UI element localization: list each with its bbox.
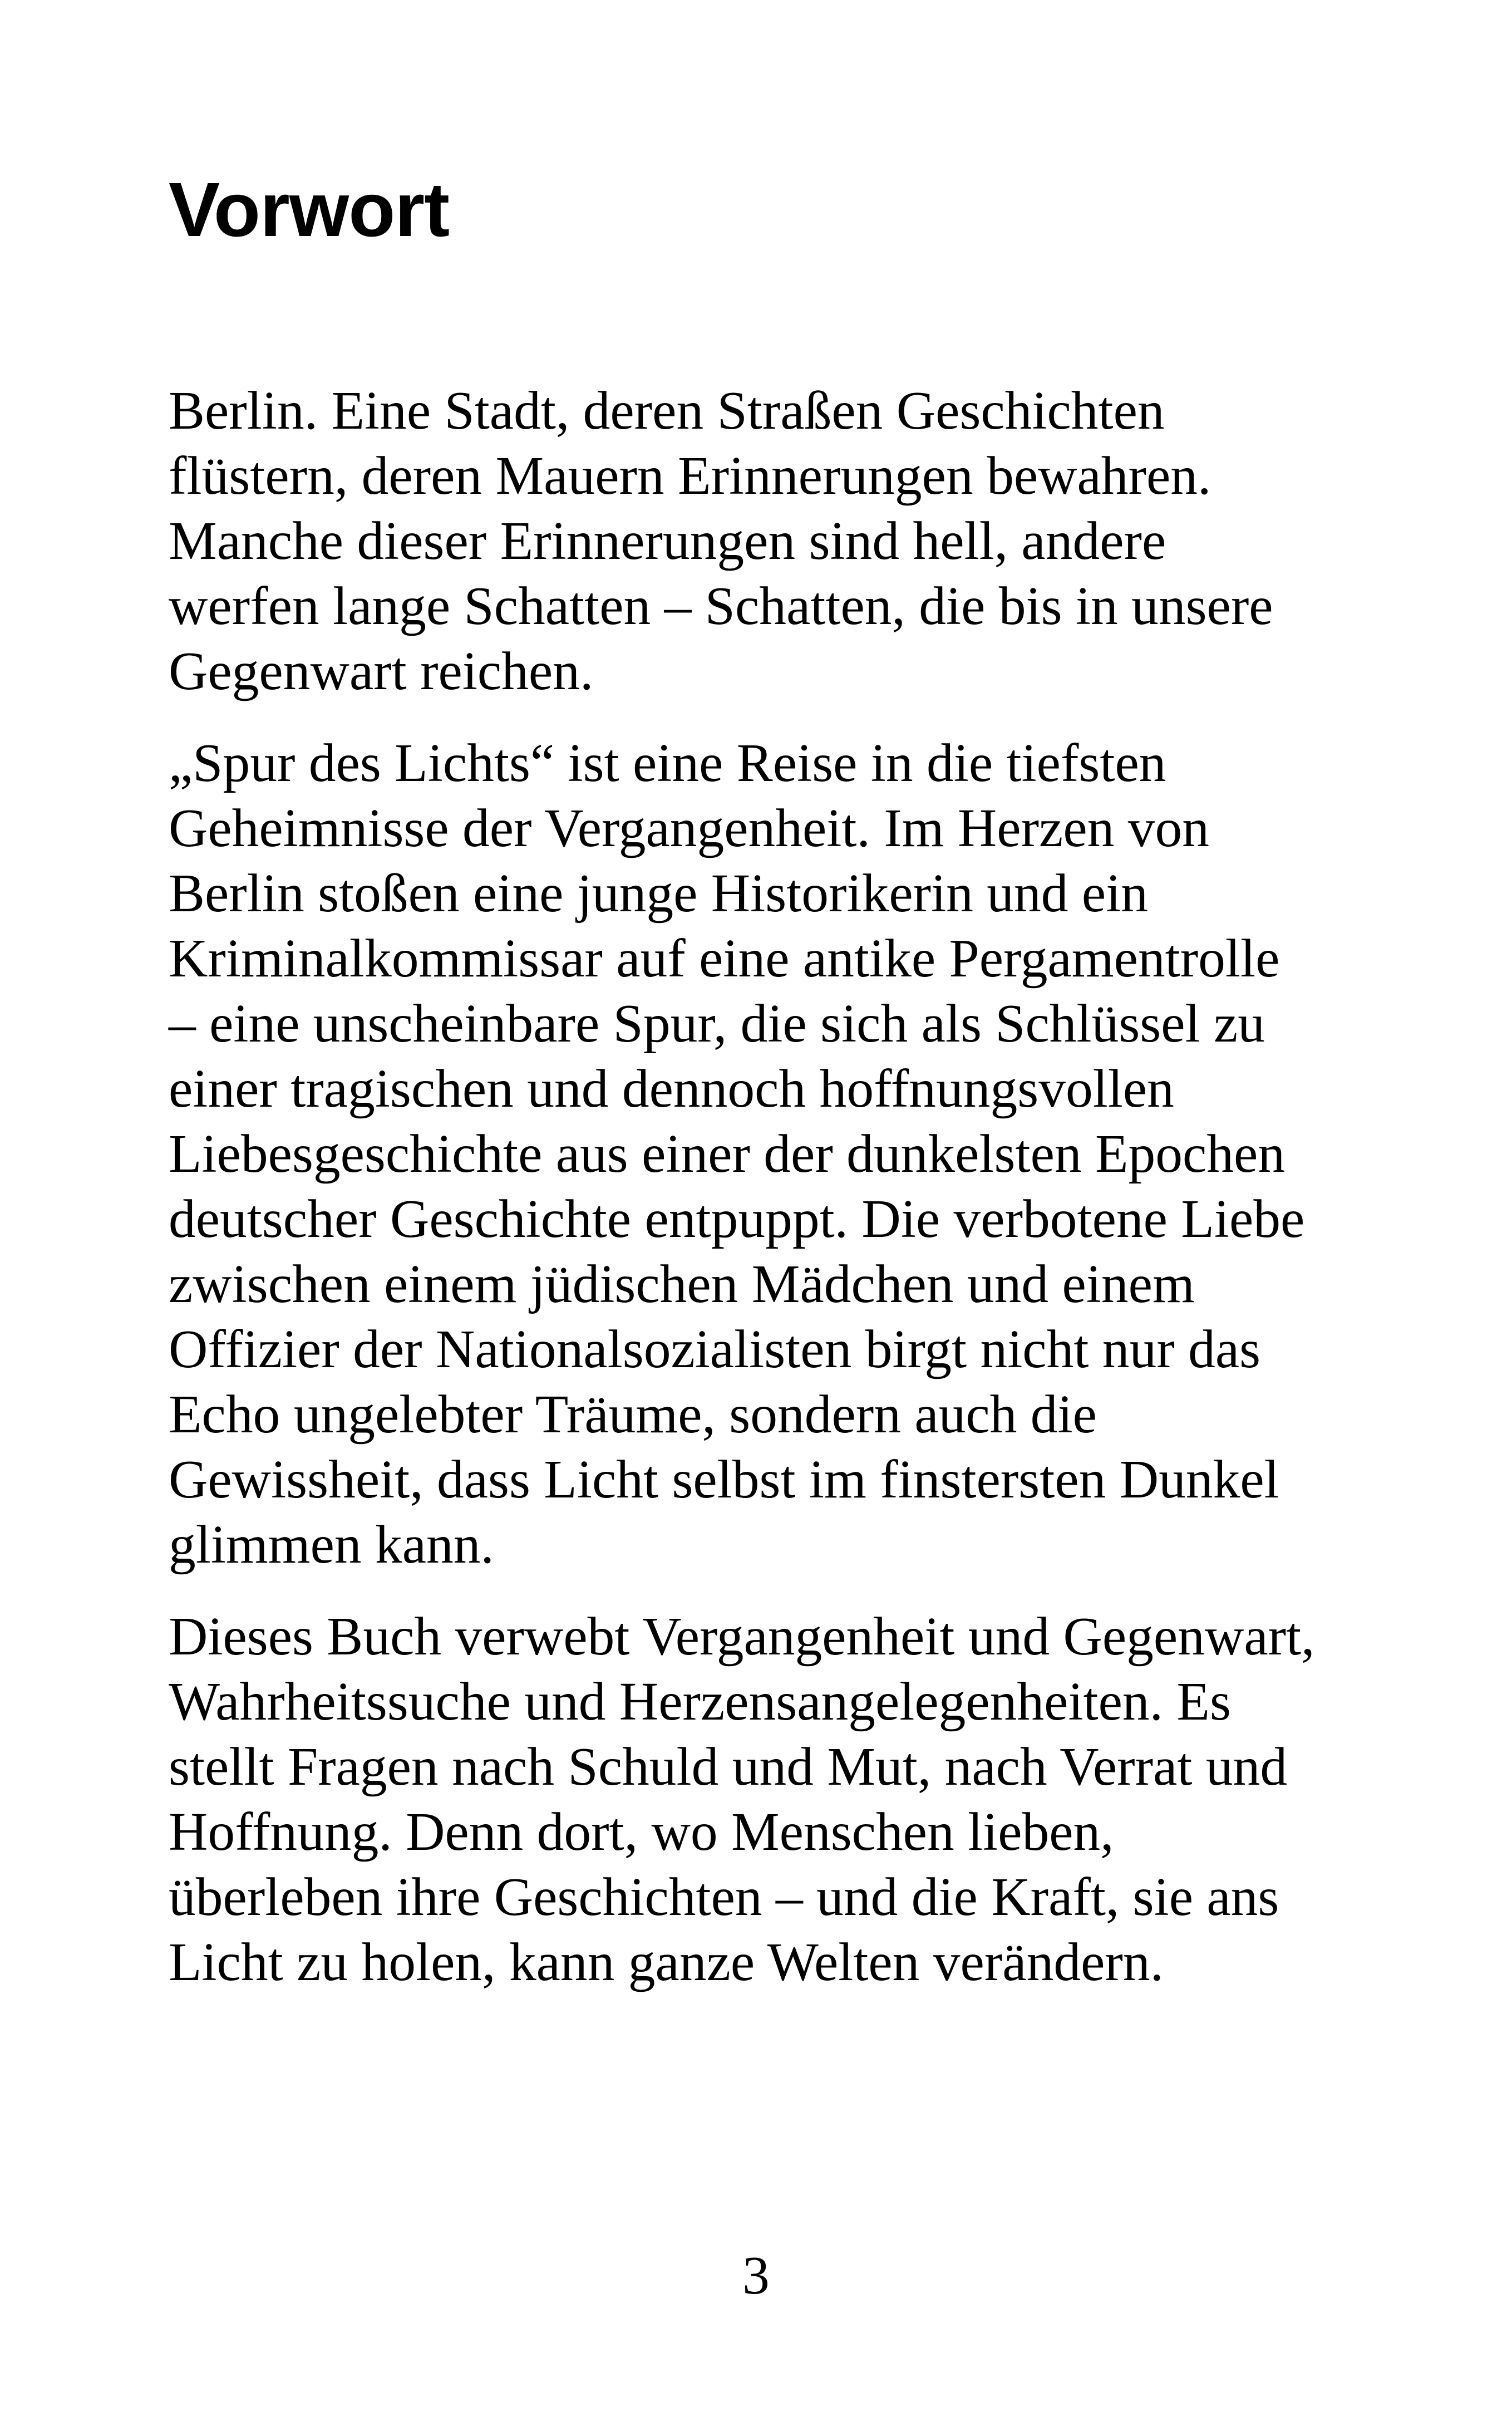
text-line: Dieses Buch verwebt Vergangenheit und Gegenwart,: [169, 1607, 1315, 1667]
text-line: Manche dieser Erinnerungen sind hell, andere: [169, 511, 1166, 571]
text-line: glimmen kann.: [169, 1515, 494, 1575]
text-line: Wahrheitssuche und Herzensangelegenheiten. Es: [169, 1672, 1231, 1732]
text-line: – eine unscheinbare Spur, die sich als Schlüssel zu: [169, 994, 1265, 1054]
text-line: Offizier der Nationalsozialisten birgt nicht nur das: [169, 1319, 1261, 1379]
text-line: werfen lange Schatten – Schatten, die bis in unsere: [169, 576, 1273, 636]
text-line: Kriminalkommissar auf eine antike Pergamentrolle: [169, 929, 1280, 989]
text-line: stellt Fragen nach Schuld und Mut, nach Verrat und: [169, 1737, 1288, 1797]
text-line: Liebesgeschichte aus einer der dunkelsten Epochen: [169, 1124, 1286, 1184]
text-line: „Spur des Lichts“ ist eine Reise in die tiefsten: [169, 733, 1166, 793]
text-line: Berlin stoßen eine junge Historikerin und ein: [169, 863, 1149, 924]
chapter-heading: Vorwort: [169, 167, 450, 253]
text-line: Gegenwart reichen.: [169, 641, 594, 701]
text-line: zwischen einem jüdischen Mädchen und einem: [169, 1254, 1195, 1314]
paragraph-2: [169, 731, 1371, 1578]
text-line: Geheimnisse der Vergangenheit. Im Herzen von: [169, 798, 1209, 858]
text-line: Echo ungelebter Träume, sondern auch die: [169, 1384, 1097, 1445]
paragraph-3: [169, 1604, 1371, 1995]
paragraph-1: [169, 379, 1371, 704]
text-line: Licht zu holen, kann ganze Welten verändern.: [169, 1932, 1164, 1992]
text-line: deutscher Geschichte entpuppt. Die verbotene Liebe: [169, 1189, 1305, 1249]
text-line: Berlin. Eine Stadt, deren Straßen Geschichten: [169, 381, 1165, 441]
page-number: 3: [742, 2246, 770, 2306]
text-line: überleben ihre Geschichten – und die Kraft, sie ans: [169, 1867, 1279, 1927]
text-line: Gewissheit, dass Licht selbst im finstersten Dunkel: [169, 1450, 1279, 1510]
body-text: [169, 379, 1371, 1995]
text-line: Hoffnung. Denn dort, wo Menschen lieben,: [169, 1802, 1114, 1862]
text-line: einer tragischen und dennoch hoffnungsvollen: [169, 1059, 1174, 1119]
text-line: flüstern, deren Mauern Erinnerungen bewahren.: [169, 446, 1211, 506]
